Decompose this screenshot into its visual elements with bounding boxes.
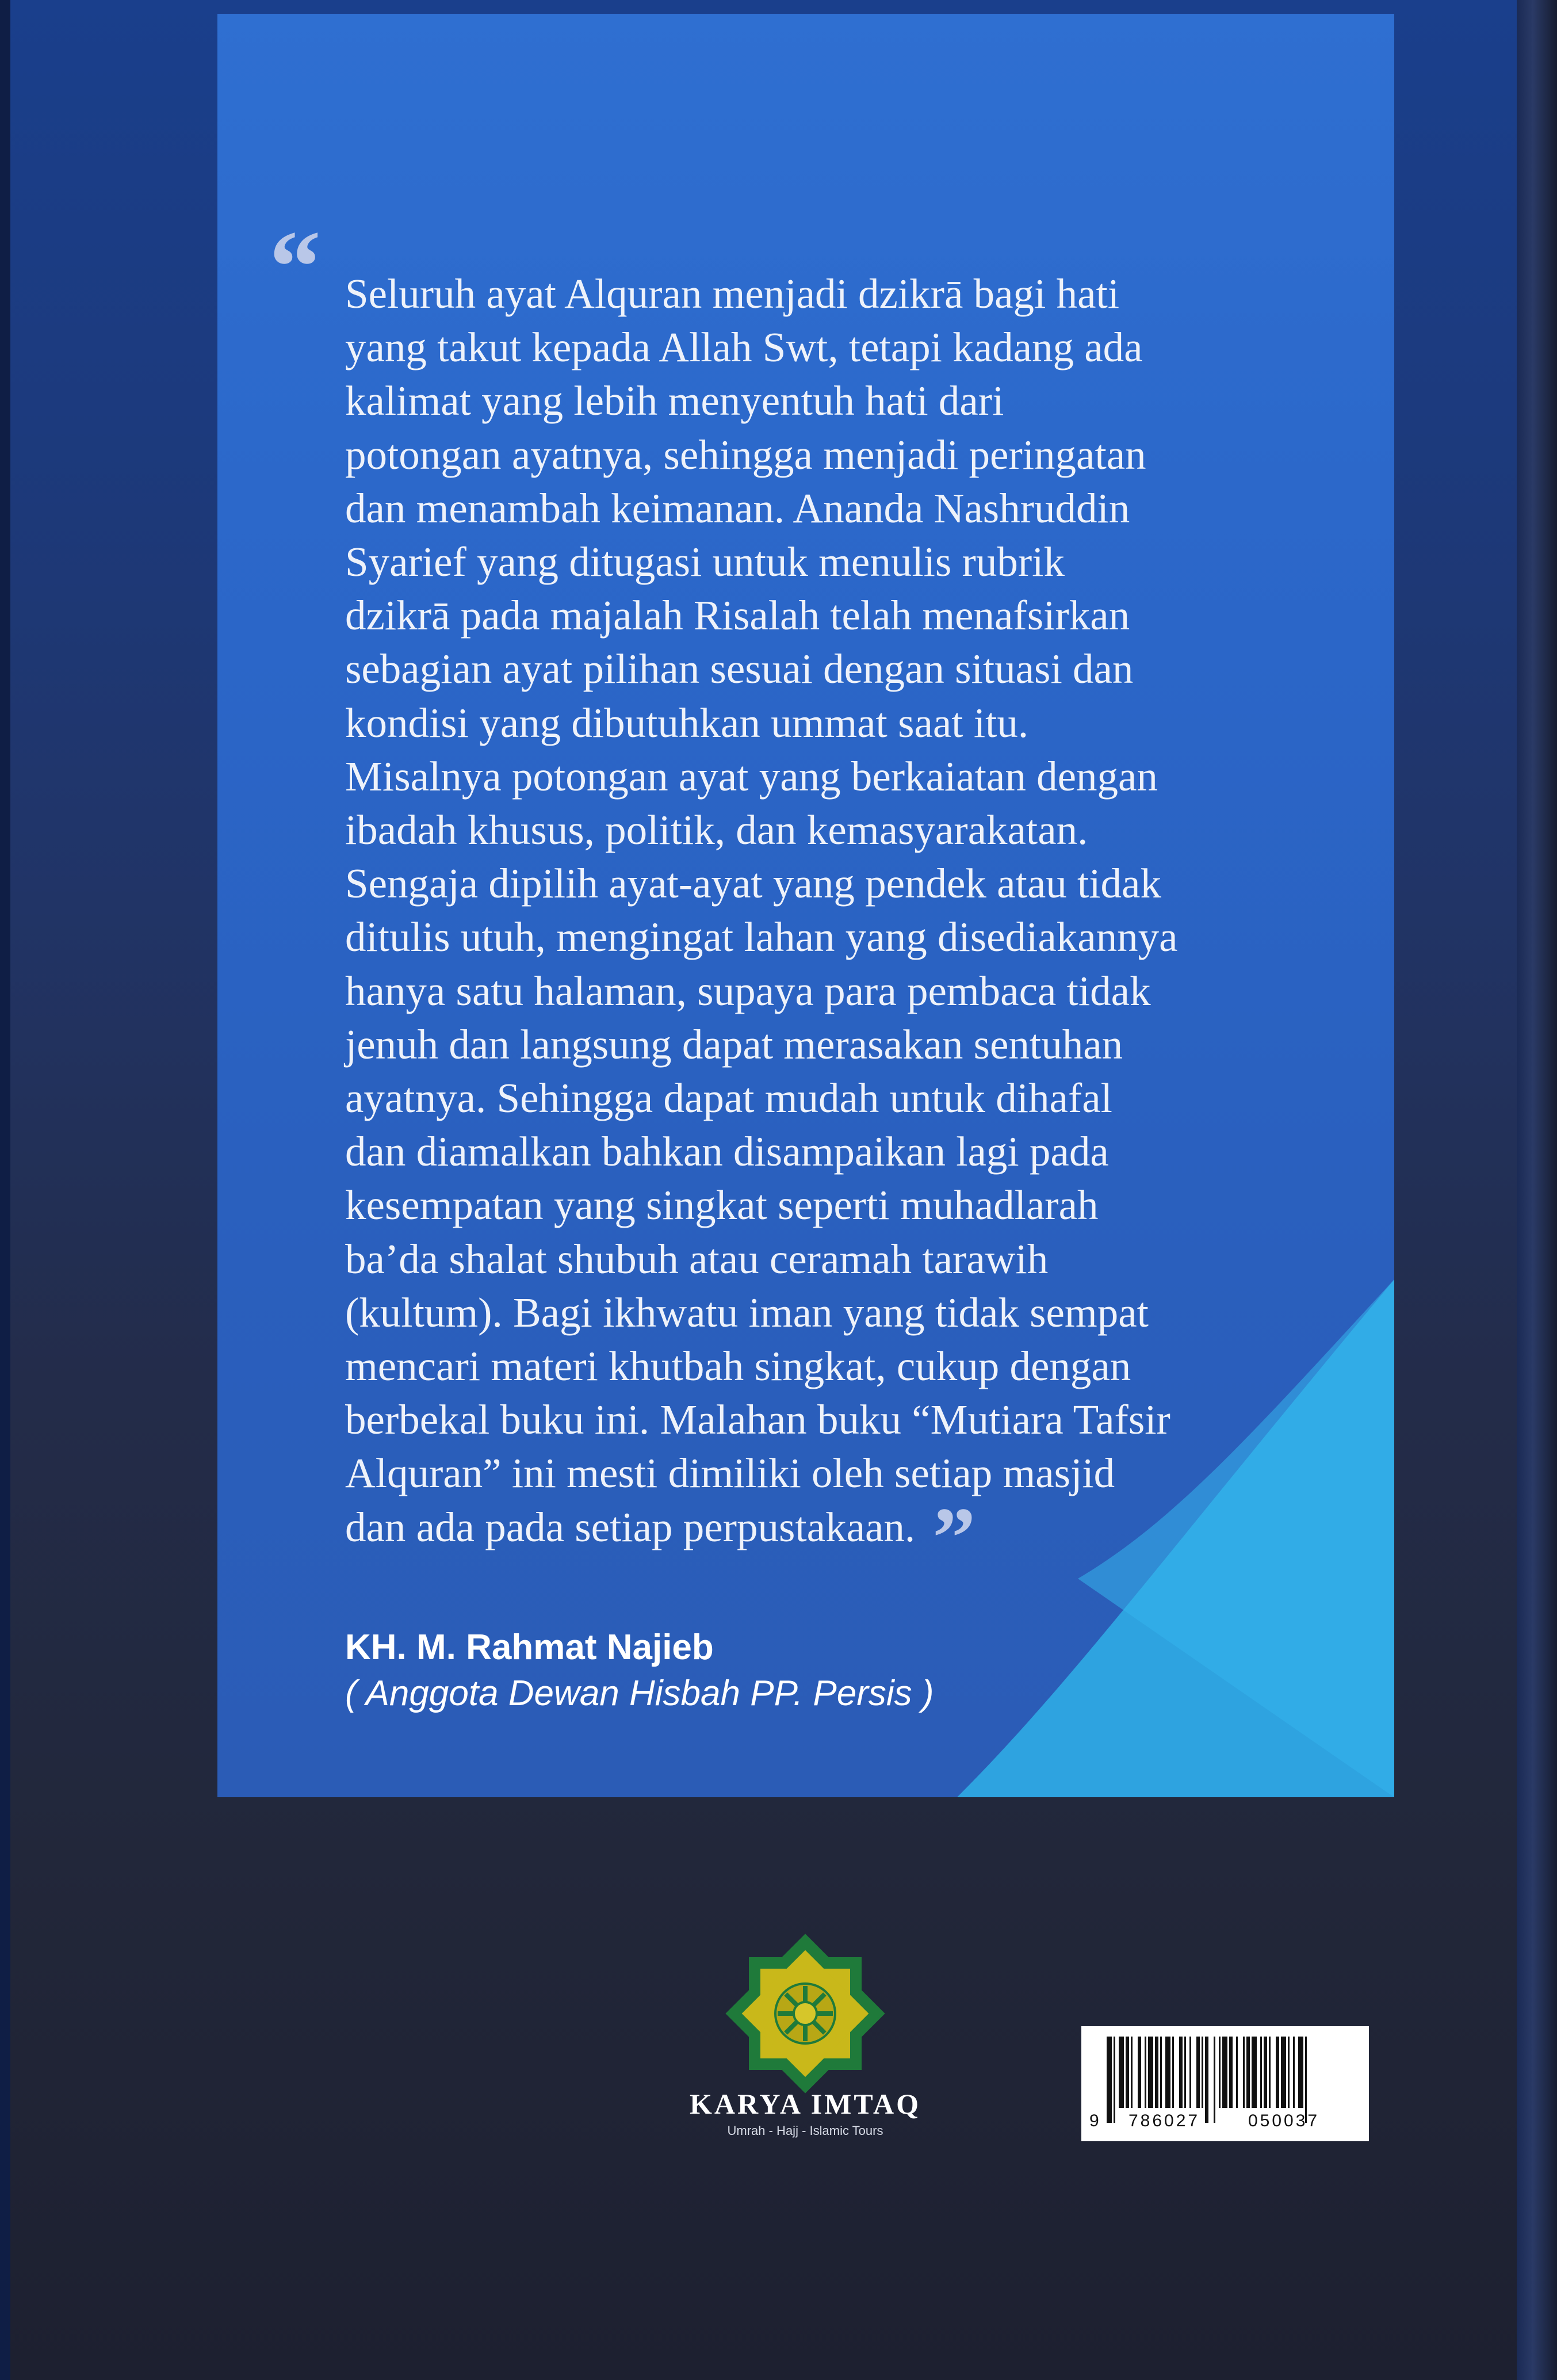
- quote-line: kondisi yang dibutuhkan ummat saat itu.: [345, 699, 1029, 746]
- quote-line: Syarief yang ditugasi untuk menulis rubrik: [345, 538, 1065, 586]
- barcode-bar: [1160, 2037, 1162, 2108]
- barcode-bar: [1252, 2037, 1257, 2108]
- quote-line: Misalnya potongan ayat yang berkaiatan dengan: [345, 752, 1158, 800]
- publisher-name: KARYA IMTAQ: [689, 2088, 921, 2120]
- quote-line: dan diamalkan bahkan disampaikan lagi pada: [345, 1128, 1109, 1175]
- barcode-bar: [1131, 2037, 1133, 2108]
- barcode-bar: [1107, 2037, 1112, 2123]
- barcode-bar: [1281, 2037, 1286, 2108]
- quote-line: ba’da shalat shubuh atau ceramah tarawih: [345, 1235, 1049, 1282]
- barcode-bar: [1119, 2037, 1124, 2108]
- endorsement-quote: [345, 267, 1357, 1586]
- barcode-bar: [1305, 2037, 1307, 2123]
- barcode-bar: [1264, 2037, 1267, 2108]
- quote-line: Sengaja dipilih ayat-ayat yang pendek atau tidak: [345, 860, 1161, 907]
- barcode-bar: [1202, 2037, 1203, 2108]
- barcode-lead-digit: 9: [1089, 2111, 1099, 2130]
- barcode-bar: [1184, 2037, 1186, 2108]
- barcode-bar: [1165, 2037, 1170, 2108]
- quote-line: ayatnya. Sehingga dapat mudah untuk dihafal: [345, 1075, 1112, 1122]
- quote-line: ditulis utuh, mengingat lahan yang disediakannya: [345, 914, 1178, 961]
- barcode-bar: [1172, 2037, 1174, 2108]
- quote-line: mencari materi khutbah singkat, cukup dengan: [345, 1343, 1131, 1390]
- barcode-bar: [1126, 2037, 1129, 2108]
- quote-line: Alquran” ini mesti dimiliki oleh setiap masjid: [345, 1450, 1115, 1497]
- barcode-bar: [1269, 2037, 1271, 2108]
- barcode-bar: [1243, 2037, 1245, 2108]
- cover-left-edge: [0, 0, 10, 2380]
- quote-attribution: [345, 1625, 934, 1717]
- barcode-bar: [1138, 2037, 1141, 2108]
- eight-point-star-emblem-icon: [725, 1933, 886, 2094]
- barcode-bar: [1293, 2037, 1295, 2108]
- quote-line: dzikrā pada majalah Risalah telah menafsirkan: [345, 592, 1130, 639]
- barcode-bar: [1214, 2037, 1215, 2123]
- barcode-bar: [1236, 2037, 1238, 2108]
- barcode-bars: [1081, 2026, 1369, 2141]
- barcode-bar: [1298, 2037, 1303, 2108]
- barcode-bar: [1229, 2037, 1233, 2108]
- quote-line: Seluruh ayat Alquran menjadi dzikrā bagi hati: [345, 270, 1120, 317]
- quote-line: kesempatan yang singkat seperti muhadlarah: [345, 1182, 1099, 1229]
- quote-line: potongan ayatnya, sehingga menjadi peringatan: [345, 431, 1146, 478]
- barcode-bar: [1196, 2037, 1200, 2108]
- quote-line: dan menambah keimanan. Ananda Nashruddin: [345, 484, 1130, 532]
- barcode-bar: [1148, 2037, 1153, 2108]
- cover-spine-edge: [1517, 0, 1557, 2380]
- quote-line-last: [345, 1489, 1357, 1586]
- quote-line: yang takut kepada Allah Swt, tetapi kadang ada: [345, 324, 1143, 371]
- quote-line: kalimat yang lebih menyentuh hati dari: [345, 377, 1004, 425]
- quote-line: sebagian ayat pilihan sesuai dengan situasi dan: [345, 645, 1134, 693]
- barcode-bar: [1246, 2037, 1250, 2108]
- barcode-bar: [1219, 2037, 1221, 2108]
- barcode-bar: [1205, 2037, 1208, 2123]
- barcode-bar: [1222, 2037, 1227, 2108]
- barcode-bar: [1260, 2037, 1262, 2108]
- quote-line-text: dan ada pada setiap perpustakaan.: [345, 1503, 916, 1550]
- quote-line: (kultum). Bagi ikhwatu iman yang tidak sempat: [345, 1289, 1149, 1336]
- quote-line: berbekal buku ini. Malahan buku “Mutiara Tafsir: [345, 1396, 1170, 1443]
- barcode-bar: [1114, 2037, 1115, 2123]
- barcode-bar: [1155, 2037, 1158, 2108]
- barcode-bar: [1145, 2037, 1146, 2108]
- barcode-right-group: 050037: [1248, 2111, 1320, 2130]
- closing-quote-mark: ”: [932, 1489, 976, 1586]
- barcode-left-group: 786027: [1128, 2111, 1200, 2130]
- quote-line: jenuh dan langsung dapat merasakan sentuhan: [345, 1021, 1123, 1068]
- barcode-bar: [1179, 2037, 1183, 2108]
- quote-line: hanya satu halaman, supaya para pembaca tidak: [345, 967, 1151, 1014]
- quote-line: ibadah khusus, politik, dan kemasyarakatan.: [345, 807, 1088, 854]
- isbn-barcode: [1081, 2026, 1369, 2141]
- quote-panel: [217, 14, 1394, 1797]
- author-name: KH. M. Rahmat Najieb: [345, 1628, 714, 1667]
- opening-quote-mark: “: [269, 209, 321, 324]
- publisher-tagline: Umrah - Hajj - Islamic Tours: [727, 2123, 883, 2138]
- barcode-bar: [1276, 2037, 1279, 2108]
- publisher-brand: [633, 2085, 978, 2140]
- author-role: ( Anggota Dewan Hisbah PP. Persis ): [345, 1674, 934, 1713]
- barcode-bar: [1189, 2037, 1191, 2108]
- barcode-bar: [1288, 2037, 1290, 2108]
